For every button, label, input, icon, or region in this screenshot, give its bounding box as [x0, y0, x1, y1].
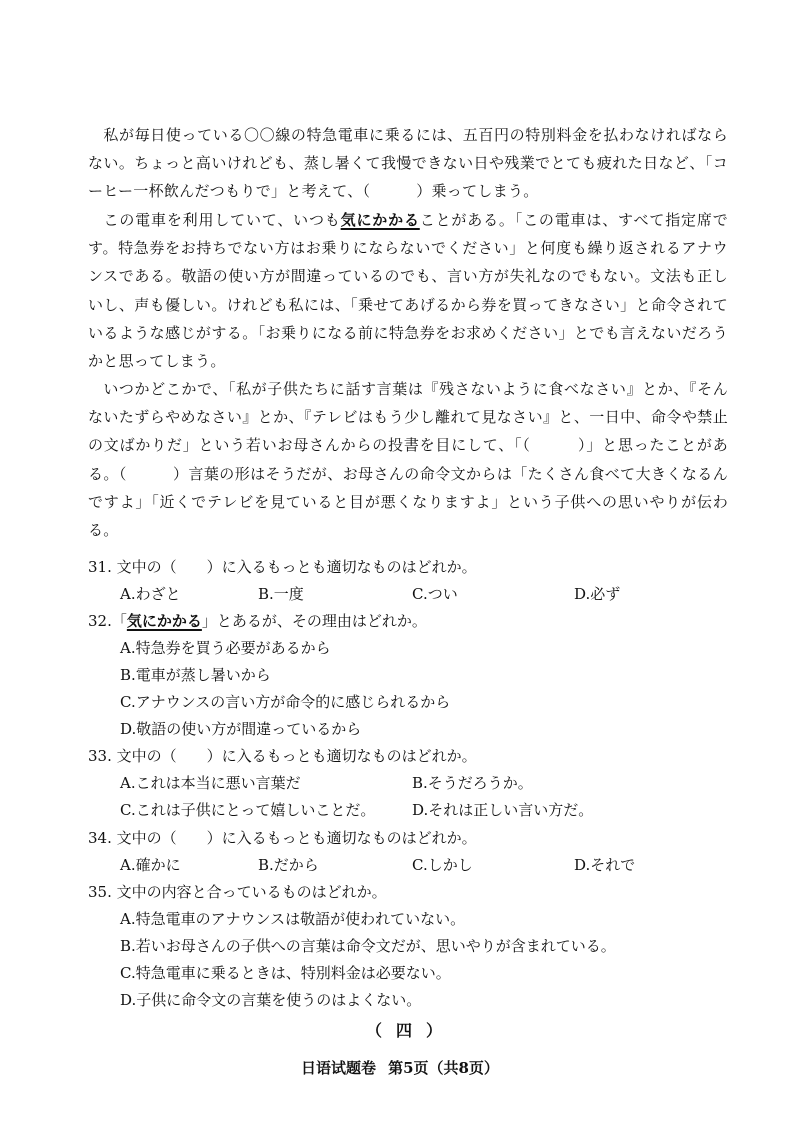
passage-text-3: いつかどこかで、「私が子供たちに話す言葉は『残さないように食べなさい』とか、『そんないたずらやめなさい』とか、『テレビはもう少し離れて見なさい』と、一日中、命令や禁止の文ばかりだ」という若いお母さんからの投書を目にして、「（ ）」と思ったことがある。（ ）言葉の形はそうだが、お母さんの命令文からは「たくさん食べて大きくなるんですよ」「近くでテレビを見ていると目が悪くなりますよ」という子供への思いやりが伝わる。: [88, 380, 728, 540]
q35-option-c: C.特急電車に乗るときは、特別料金は必要ない。: [120, 964, 451, 982]
q34-option-b: B.だから: [258, 856, 319, 874]
q31-option-b: B.一度: [258, 585, 304, 603]
q34-option-c: C.しかし: [412, 856, 473, 874]
question-35-stem: 35. 文中の内容と合っているものはどれか。: [88, 883, 387, 901]
q35-option-a: A.特急電車のアナウンスは敬語が使われていない。: [120, 910, 466, 928]
q35-option-d: D.子供に命令文の言葉を使うのはよくない。: [120, 991, 422, 1009]
q31-option-a: A.わざと: [120, 585, 181, 603]
q32-stem-suffix: 」とあるが、その理由はどれか。: [201, 612, 427, 630]
underlined-phrase: 気にかかる: [340, 211, 420, 229]
question-34-stem: 34. 文中の（ ）に入るもっとも適切なものはどれか。: [88, 829, 477, 847]
passage-text-1: 私が毎日使っている〇〇線の特急電車に乗るには、五百円の特別料金を払わなければならない。ちょっと高いけれども、蒸し暑くて我慢できない日や残業でとても疲れた日など、「コーヒー一杯飲んだつもりで」と考えて、（ ）乗ってしまう。: [88, 126, 728, 201]
passage-text-2b: ことがある。「この電車は、すべて指定席です。特急券をお持ちでない方はお乗りにならないでください」と何度も繰り返されるアナウンスである。敬語の使い方が間違っているのでも、言い方が失礼なのでもない。文法も正しいし、声も優しい。けれども私には、「乗せてあげるから券を買ってきなさい」と命令されているような感じがする。「お乗りになる前に特急券をお求めください」とでも言えないだろうかと思ってしまう。: [88, 211, 728, 371]
q33-option-d: D.それは正しい言い方だ。: [412, 801, 594, 819]
q34-option-a: A.確かに: [120, 856, 181, 874]
section-marker: （四）: [366, 1021, 457, 1040]
passage-paragraph-1: [88, 121, 728, 206]
question-32-stem: [88, 611, 427, 631]
q33-option-b: B.そうだろうか。: [412, 774, 533, 792]
q32-option-c: C.アナウンスの言い方が命令的に感じられるから: [120, 693, 451, 711]
q33-option-a: A.これは本当に悪い言葉だ: [120, 774, 301, 792]
q31-option-d: D.必ず: [574, 585, 621, 603]
question-33-stem: 33. 文中の（ ）に入るもっとも適切なものはどれか。: [88, 747, 477, 765]
q32-option-a: A.特急券を買う必要があるから: [120, 639, 331, 657]
passage-paragraph-2: [88, 206, 728, 375]
q32-option-b: B.電車が蒸し暑いから: [120, 666, 271, 684]
footer-page-number: 第5页（共8页）: [388, 1059, 499, 1077]
q32-underlined-phrase: 気にかかる: [126, 612, 202, 630]
q33-option-c: C.これは子供にとって嬉しいことだ。: [120, 801, 376, 819]
q31-option-c: C.つい: [412, 585, 458, 603]
footer-title: 日语试题卷: [301, 1059, 377, 1077]
q32-stem-prefix: 32.「: [88, 612, 127, 630]
question-31-stem: 31. 文中の（ ）に入るもっとも適切なものはどれか。: [88, 558, 477, 576]
page-footer: [0, 1057, 800, 1078]
q34-option-d: D.それで: [574, 856, 636, 874]
passage-paragraph-3: [88, 375, 728, 544]
q35-option-b: B.若いお母さんの子供への言葉は命令文だが、思いやりが含まれている。: [120, 937, 616, 955]
passage-text-2a: この電車を利用していて、いつも: [103, 211, 341, 229]
q32-option-d: D.敬語の使い方が間違っているから: [120, 720, 362, 738]
